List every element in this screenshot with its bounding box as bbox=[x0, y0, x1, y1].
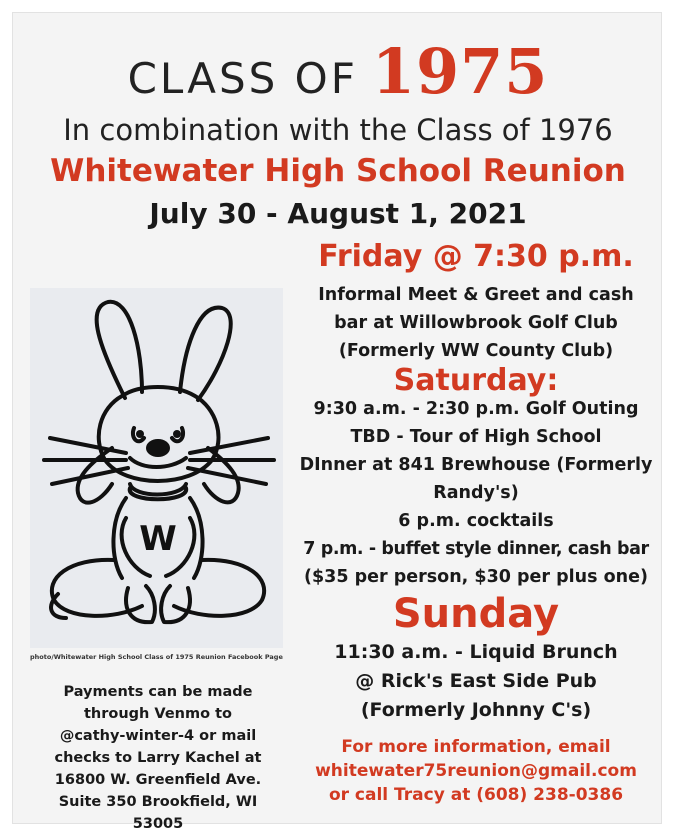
payment-line: through Venmo to bbox=[83, 706, 233, 722]
contact-info bbox=[289, 735, 663, 807]
sunday-heading: Sunday bbox=[392, 591, 560, 637]
reunion-dates: July 30 - August 1, 2021 bbox=[149, 197, 527, 230]
rabbit-mascot-drawing bbox=[30, 288, 283, 648]
saturday-line: 6 p.m. cocktails bbox=[398, 511, 554, 531]
friday-line: Informal Meet & Greet and cash bbox=[318, 285, 634, 305]
venmo-handle: @cathy-winter-4 or mail bbox=[59, 728, 257, 744]
reunion-flyer bbox=[12, 12, 662, 832]
saturday-line: ($35 per person, $30 per plus one) bbox=[304, 567, 648, 587]
sunday-line: 11:30 a.m. - Liquid Brunch bbox=[334, 641, 618, 663]
email-link[interactable]: whitewater75reunion@gmail.com bbox=[315, 761, 637, 781]
photo-caption: photo/Whitewater High School Class of 1975 Reunion Facebook Page bbox=[30, 653, 283, 661]
sunday-line: (Formerly Johnny C's) bbox=[360, 699, 592, 721]
payment-line: 16800 W. Greenfield Ave. bbox=[54, 772, 262, 788]
saturday-heading: Saturday: bbox=[393, 363, 559, 398]
sunday-details bbox=[289, 638, 663, 725]
friday-heading: Friday @ 7:30 p.m. bbox=[318, 239, 634, 274]
friday-line: (Formerly WW County Club) bbox=[338, 341, 614, 361]
saturday-line: Randy's) bbox=[433, 483, 519, 503]
payment-line: checks to Larry Kachel at bbox=[54, 750, 262, 766]
payment-line: 53005 bbox=[132, 816, 184, 832]
title-line bbox=[13, 35, 663, 108]
school-reunion-title: Whitewater High School Reunion bbox=[50, 153, 626, 189]
saturday-details bbox=[289, 395, 663, 591]
payment-line: Suite 350 Brookfield, WI bbox=[58, 794, 258, 810]
sunday-line: @ Rick's East Side Pub bbox=[355, 670, 597, 692]
saturday-line: DInner at 841 Brewhouse (Formerly bbox=[299, 455, 653, 475]
saturday-line: TBD - Tour of High School bbox=[350, 427, 602, 447]
friday-details bbox=[289, 281, 663, 365]
payment-instructions bbox=[33, 681, 283, 835]
payment-line: Payments can be made bbox=[63, 684, 253, 700]
saturday-line: 9:30 a.m. - 2:30 p.m. Golf Outing bbox=[313, 399, 639, 419]
info-line: For more information, email bbox=[341, 737, 611, 757]
mascot-photo bbox=[30, 288, 283, 648]
friday-line: bar at Willowbrook Golf Club bbox=[334, 313, 618, 333]
phone-line: or call Tracy at (608) 238-0386 bbox=[328, 785, 624, 805]
shirt-letter: W bbox=[139, 519, 177, 559]
saturday-line: 7 p.m. - buffet style dinner, cash bar bbox=[303, 539, 649, 559]
class-of-label: CLASS OF bbox=[127, 54, 358, 103]
combination-note: In combination with the Class of 1976 bbox=[63, 113, 613, 147]
class-year: 1975 bbox=[371, 35, 549, 108]
